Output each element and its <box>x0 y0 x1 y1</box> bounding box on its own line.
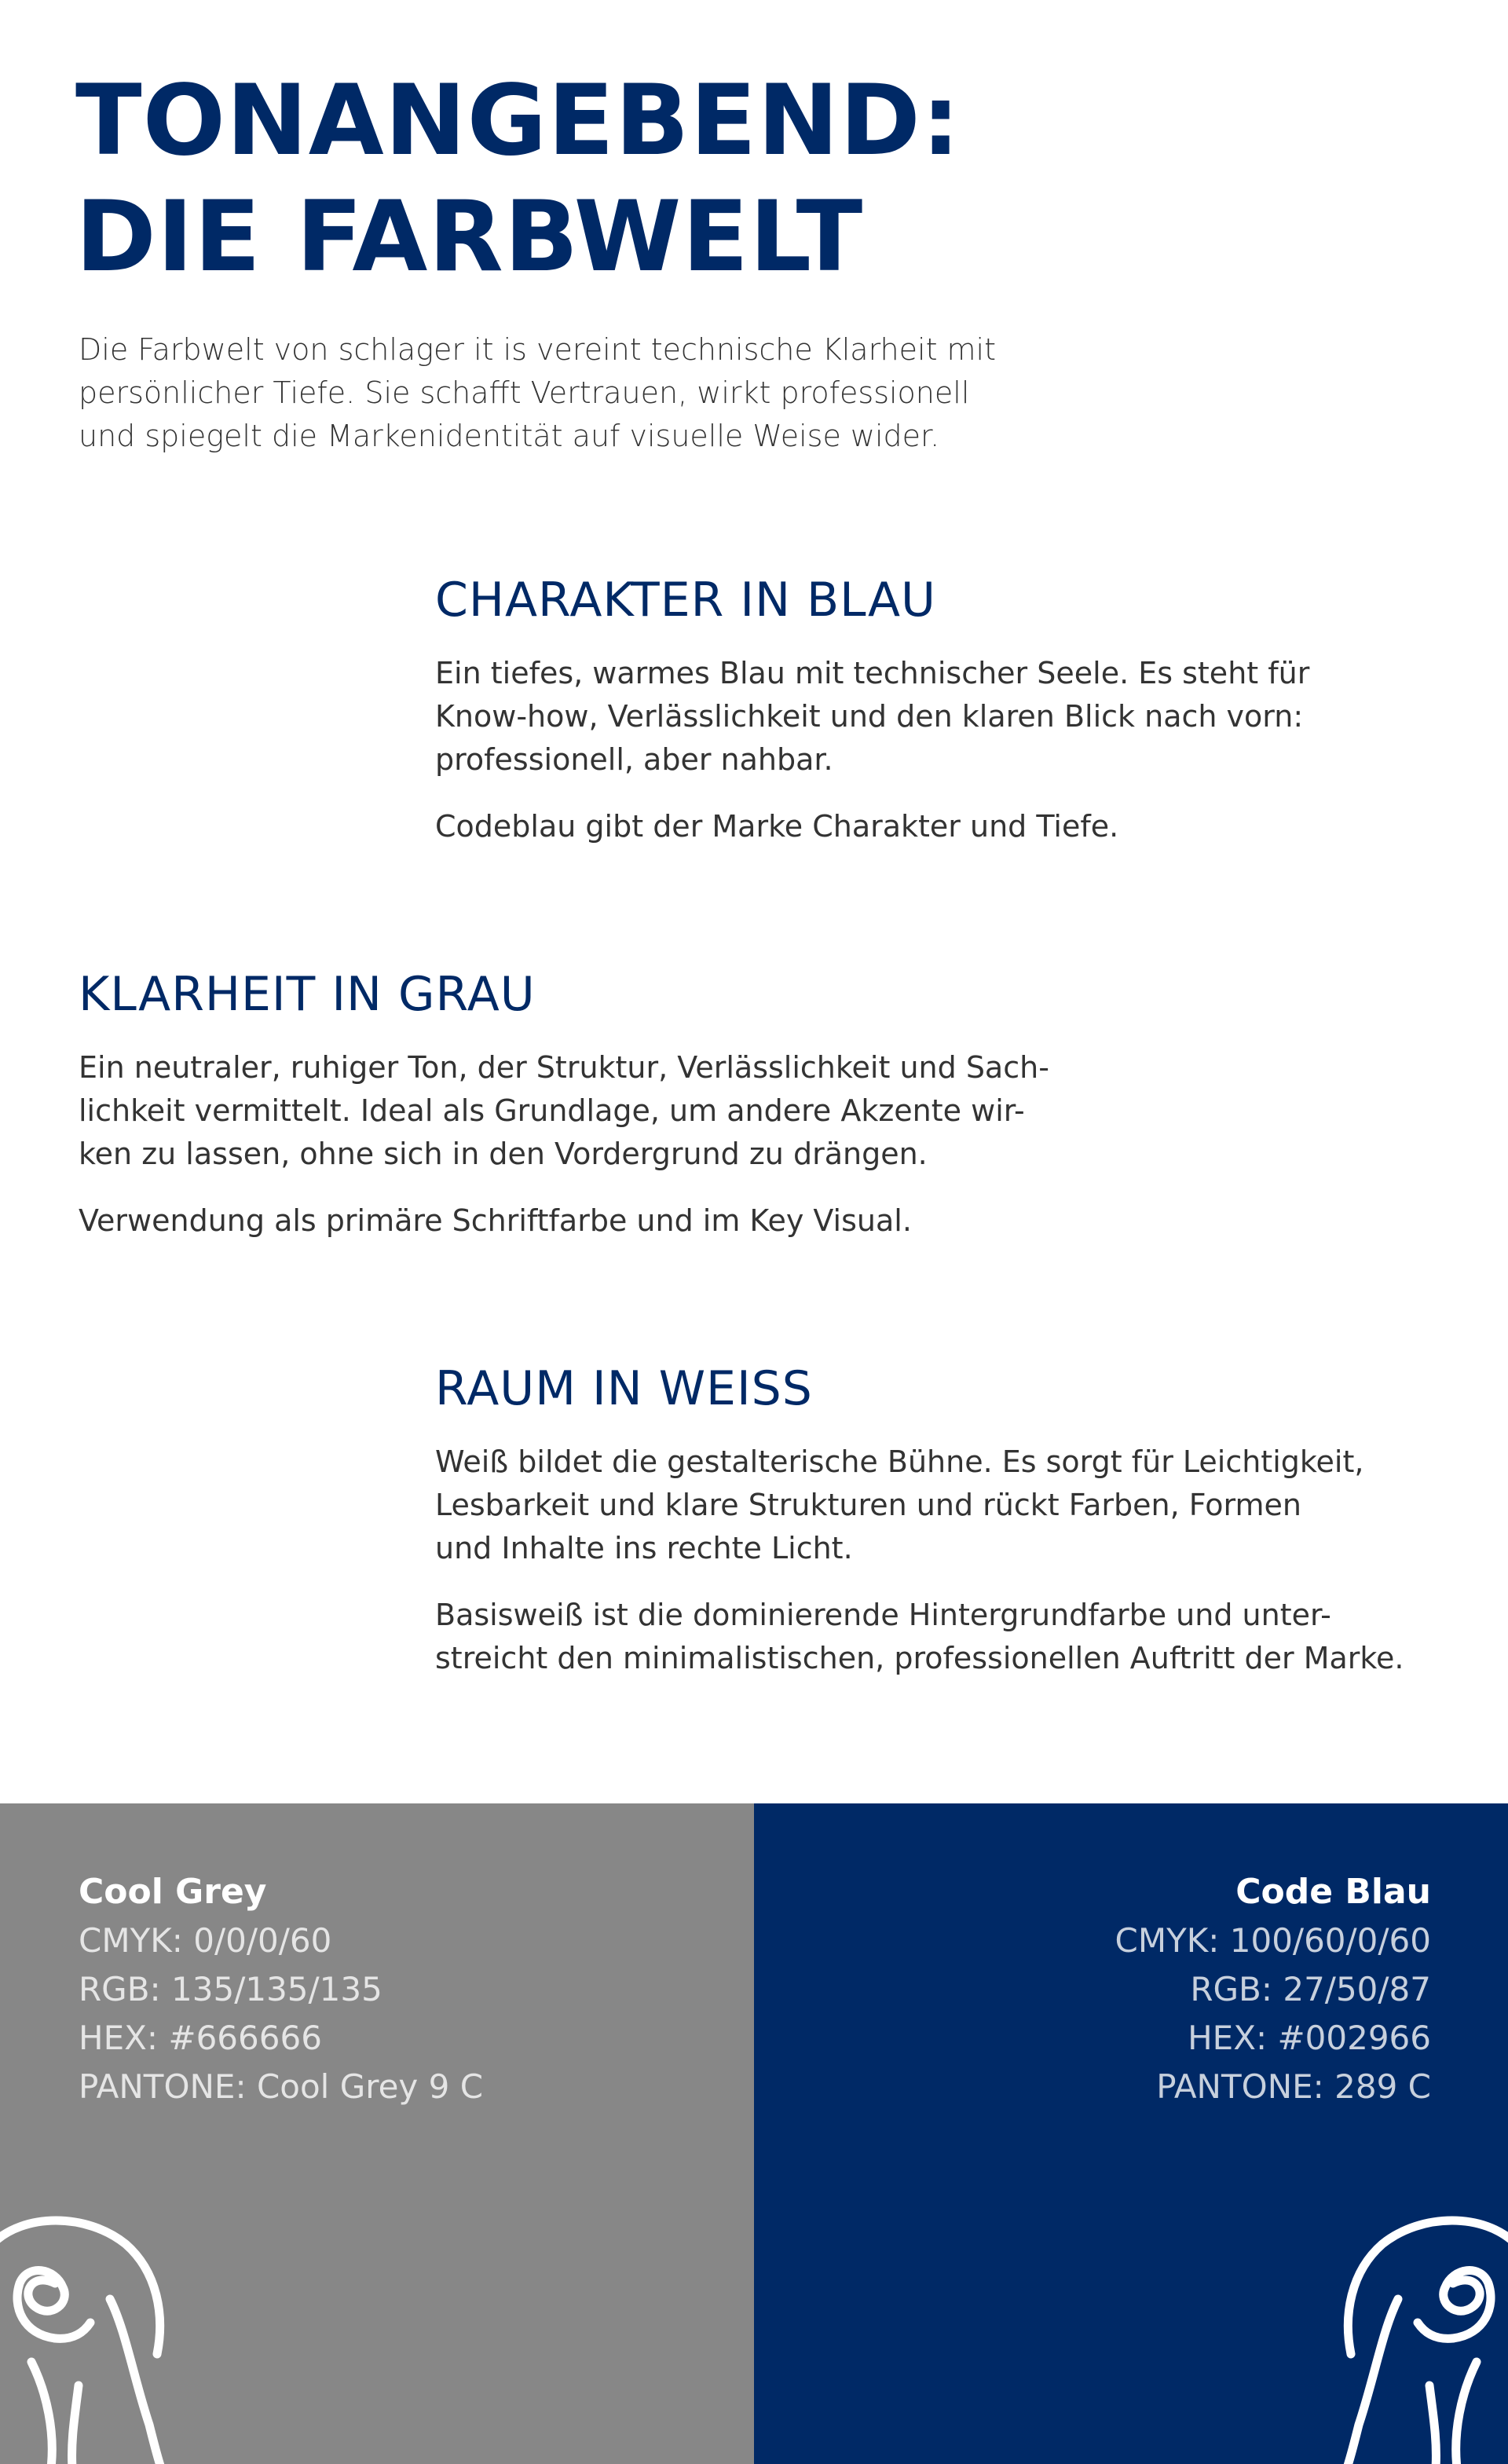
swatch-hex: HEX: #002966 <box>1188 2019 1431 2057</box>
swatch-cmyk: CMYK: 0/0/0/60 <box>79 1921 332 1960</box>
paragraph-line: Codeblau gibt der Marke Charakter und Tiefe. <box>435 809 1119 844</box>
section-paragraph <box>435 1594 1456 1680</box>
paragraph-line: ken zu lassen, ohne sich in den Vordergrund zu drängen. <box>79 1137 928 1171</box>
intro-line: persönlicher Tiefe. Sie schafft Vertrauen, wirkt professionell <box>79 375 970 410</box>
swatch-pantone: PANTONE: Cool Grey 9 C <box>79 2067 484 2106</box>
section-heading: KLARHEIT IN GRAU <box>79 967 536 1022</box>
page-title <box>75 63 961 295</box>
section-paragraph <box>435 805 1417 848</box>
page-title-line-1: TONANGEBEND: <box>75 64 961 178</box>
swatch-cmyk: CMYK: 100/60/0/60 <box>1115 1921 1431 1960</box>
intro-text <box>79 328 1100 458</box>
paragraph-line: Know-how, Verlässlichkeit und den klaren Blick nach vorn: <box>435 699 1304 734</box>
section-paragraph <box>79 1199 1115 1243</box>
swatch-name: Cool Grey <box>79 1872 267 1912</box>
paragraph-line: lichkeit vermittelt. Ideal als Grundlage, um andere Akzente wir- <box>79 1093 1025 1128</box>
paragraph-line: professionell, aber nahbar. <box>435 742 833 777</box>
paragraph-line: streicht den minimalistischen, professionellen Auftritt der Marke. <box>435 1641 1404 1675</box>
swatch-code-blau <box>754 1803 1508 2464</box>
section-paragraph <box>435 1441 1456 1570</box>
paragraph-line: Verwendung als primäre Schriftfarbe und im Key Visual. <box>79 1203 912 1238</box>
intro-line: und spiegelt die Markenidentität auf visuelle Weise wider. <box>79 419 940 453</box>
section-grey <box>79 963 1115 1266</box>
paragraph-line: Ein tiefes, warmes Blau mit technischer Seele. Es steht für <box>435 656 1310 690</box>
swatch-rgb: RGB: 27/50/87 <box>1190 1970 1431 2008</box>
paragraph-line: Lesbarkeit und klare Strukturen und rückt Farben, Formen <box>435 1488 1301 1522</box>
page-title-line-2: DIE FARBWELT <box>75 181 864 294</box>
section-white <box>435 1357 1456 1704</box>
paragraph-line: Ein neutraler, ruhiger Ton, der Struktur, Verlässlichkeit und Sach- <box>79 1050 1049 1085</box>
elephant-logo-icon <box>0 2197 173 2464</box>
swatch-hex: HEX: #666666 <box>79 2019 322 2057</box>
section-paragraph <box>435 652 1417 782</box>
section-blue <box>435 569 1417 872</box>
elephant-logo-icon <box>1335 2197 1508 2464</box>
paragraph-line: Weiß bildet die gestalterische Bühne. Es sorgt für Leichtigkeit, <box>435 1444 1364 1479</box>
intro-line: Die Farbwelt von schlager it is vereint technische Klarheit mit <box>79 332 997 367</box>
paragraph-line: Basisweiß ist die dominierende Hintergrundfarbe und unter- <box>435 1598 1331 1632</box>
swatch-pantone: PANTONE: 289 C <box>1156 2067 1431 2106</box>
swatch-info <box>79 1868 483 2111</box>
paragraph-line: und Inhalte ins rechte Licht. <box>435 1531 853 1565</box>
section-heading: CHARAKTER IN BLAU <box>435 573 936 628</box>
swatch-cool-grey <box>0 1803 754 2464</box>
swatch-name: Code Blau <box>1235 1872 1431 1912</box>
section-heading: RAUM IN WEISS <box>435 1361 813 1416</box>
swatch-rgb: RGB: 135/135/135 <box>79 1970 382 2008</box>
swatch-info <box>1115 1868 1432 2111</box>
section-paragraph <box>79 1046 1115 1176</box>
